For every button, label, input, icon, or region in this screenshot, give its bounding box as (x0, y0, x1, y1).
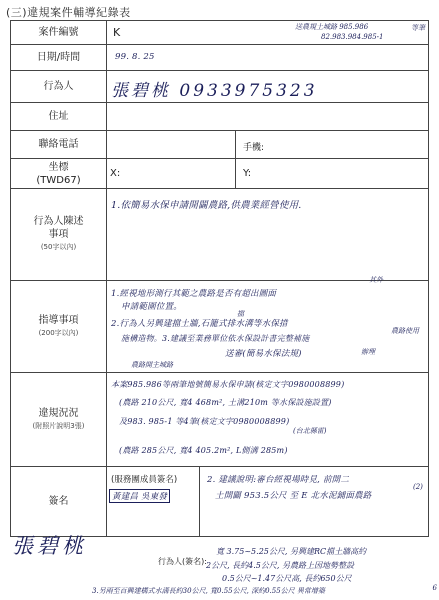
coords-label: 坐標 (TWD67) (11, 159, 107, 189)
guidance-line-5: 送審(簡易水保法規) (225, 349, 302, 359)
statement-row (11, 189, 429, 281)
signature-label: 簽名 (11, 467, 107, 537)
actor-label: 行為人 (11, 71, 107, 103)
guidance-line-3: 2.行為人另興建擋土牆,石籠式排水溝等水保措 (111, 319, 288, 329)
coords-divider (235, 159, 236, 188)
case-number-label: 案件編號 (11, 21, 107, 45)
case-number-side-note: 等筆 (411, 24, 425, 32)
continuation-line-2: 2公尺, 長約4.5公尺, 另農路上因地勢整設 (206, 561, 354, 570)
date-value: 99. 8. 25 (115, 52, 155, 62)
statement-cell (107, 189, 429, 281)
continuation-line-4: 3.另兩至百興建構式水溝長約30公尺, 寬0.55公尺, 深約0.55公尺 異常增築 (92, 587, 325, 595)
phone-cell (107, 131, 429, 159)
guidance-annotation-5: 農路開主城路 (131, 361, 173, 369)
phone-row (11, 131, 429, 159)
case-number-cell (107, 21, 429, 45)
y-label: Y: (243, 168, 252, 179)
guidance-annotation-3: 農路使用 (391, 327, 419, 335)
signature-row (11, 467, 429, 537)
signature-line-2: 土開闢 953.5公尺 至 E 北水泥鋪面農路 (215, 491, 372, 501)
violation-row (11, 373, 429, 467)
actor-cell (107, 71, 429, 103)
page-title: (三)違規案件輔導紀錄表 (6, 6, 131, 19)
violation-annotation: (台北縣雷) (293, 427, 327, 435)
guidance-label: 指導事項 (200字以內) (11, 281, 107, 373)
guidance-cell (107, 276, 429, 373)
violation-label: 違規況況 (附照片說明3張) (11, 373, 107, 467)
case-number-note-line2: 82.983.984.985-1 (321, 33, 384, 41)
statement-label: 行為人陳述 事項 (50字以內) (11, 189, 107, 281)
case-number-row (11, 21, 429, 45)
guidance-line-1: 1.經視地形測行其範之農路是否有超出圖面 (111, 289, 277, 299)
x-label: X: (110, 168, 121, 179)
actor-row (11, 71, 429, 103)
violation-line-1: 本案985.986等兩筆地號簡易水保申請(核定文字0980008899) (111, 380, 345, 389)
mobile-label: 手機: (243, 143, 265, 153)
signature-divider (199, 467, 200, 536)
guidance-annotation-4: 辦理 (361, 348, 375, 356)
signature-line-1: 2. 建議說明:審台經視場時見, 前開二 (207, 475, 350, 485)
violation-line-4: (農路 285公尺, 寬4 405.2m², L側溝 285m) (119, 446, 288, 455)
address-label: 住址 (11, 103, 107, 131)
phone-label: 聯絡電話 (11, 131, 107, 159)
case-number-prefix: K (113, 26, 121, 39)
guidance-row (11, 281, 429, 373)
guidance-line-4: 施構造物。3.建議至業務單位依水保設計書完整補施 (121, 334, 310, 343)
guidance-record-table (10, 20, 429, 537)
signature-cell (107, 467, 429, 537)
address-row (11, 103, 429, 131)
coords-cell (107, 159, 429, 189)
actor-signature-label: 行為人(簽名): (158, 557, 207, 566)
guidance-line-2: 申請範圍位置。 (121, 302, 182, 312)
case-number-note-line1: 送農規土城路 985.986 (295, 23, 369, 31)
violation-cell (107, 373, 429, 467)
signature-annotation: (2) (413, 483, 423, 491)
continuation-line-1: 寬 3.75~5.25公尺, 另興建RC擋土牆高約 (216, 547, 367, 556)
guidance-annotation-2: 擋 (237, 310, 244, 318)
violation-line-2: (農路 210公尺, 寬4 468m², 土溝210m 等水保設施設置) (119, 398, 332, 407)
coords-row (11, 159, 429, 189)
date-label: 日期/時間 (11, 45, 107, 71)
staff-signature: 黃建昌 吳東發 (109, 489, 170, 503)
staff-signature-label: (服務團成員簽名) (111, 475, 178, 485)
actor-handwritten-signature: 張碧桃 (12, 534, 87, 558)
statement-text: 1.依簡易水保申請開闢農路,供農業經營使用. (111, 200, 302, 211)
violation-line-3: 及983. 985-1 等4筆(核定文字0980008899) (119, 417, 290, 426)
address-cell (107, 103, 429, 131)
date-row (11, 45, 429, 71)
actor-name-phone: 張碧桃 0933975323 (111, 81, 318, 101)
date-cell (107, 45, 429, 71)
phone-divider (235, 131, 236, 158)
page-number: 6 (432, 584, 437, 592)
continuation-line-3: 0.5公尺~1.47公尺高, 長約650公尺 (222, 574, 352, 583)
guidance-annotation-1: 其外 (369, 276, 383, 284)
